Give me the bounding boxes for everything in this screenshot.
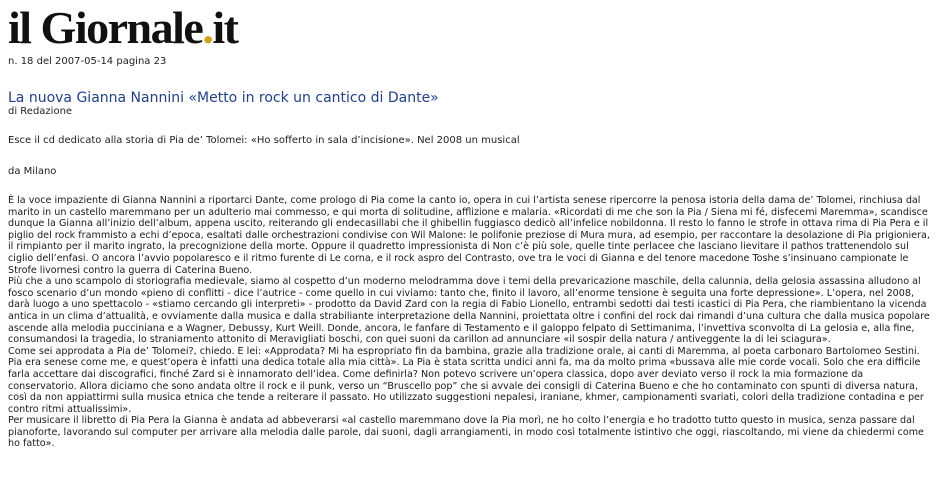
article-body bbox=[8, 195, 930, 450]
logo-suffix: it bbox=[212, 2, 238, 53]
issue-line: n. 18 del 2007-05-14 pagina 23 bbox=[8, 56, 167, 67]
article-title: La nuova Gianna Nannini «Metto in rock un cantico di Dante» bbox=[8, 90, 439, 106]
article-dateline: da Milano bbox=[8, 166, 57, 177]
newspaper-logo bbox=[8, 2, 238, 53]
article-paragraph: Come sei approdata a Pia de’ Tolomei?, chiedo. E lei: «Approdata? Mi ha espropriato fin da bambina, grazie alla tradizione orale, ai canti di Maremma, al poeta carbonaro Bartolomeo Sestini. Pia era senese come me, e quest’opera è infatti una dedica totale alla mia città». La Pia è stata scritta undici anni fa, ma da molto prima «bussava alle mie corde vocali. Solo che era difficile farla accettare dai discografici, finché Zard si è innamorato dell’idea. Come definirla? Non potevo scrivere un’opera classica, dopo aver deviato verso il rock la mia formazione da conservatorio. Allora diciamo che sono andata oltre il rock e il punk, verso un “Bruscello pop” che si avvale dei consigli di Caterina Bueno e che ho contaminato con spunti di diversa natura, così da non appiattirmi sulla musica etnica che tende a reiterare il passato. Ho utilizzato suggestioni nepalesi, iraniane, khmer, campionamenti svariati, colori della tradizione contadina e per contro ritmi attualissimi». bbox=[8, 345, 924, 415]
article-subtitle: Esce il cd dedicato alla storia di Pia de’ Tolomei: «Ho sofferto in sala d’incisione». Nel 2008 un musical bbox=[8, 135, 520, 146]
article-byline: di Redazione bbox=[8, 106, 73, 117]
logo-dot: . bbox=[202, 2, 213, 53]
article-paragraph: Più che a uno scampolo di storiografia medievale, siamo al cospetto d’un moderno melodramma dove i temi della prevaricazione maschile, della calunnia, della gelosia assassina alludono al fosco scenario d’un mondo «pieno di conflitti - dice l’autrice - come quello in cui viviamo: tanto che, finito il lavoro, all’enorme tensione è seguita una forte depressione». L’opera, nel 2008, darà luogo a uno spettacolo - «stiamo cercando gli interpreti» - prodotto da David Zard con la regia di Fabio Lionello, entrambi sedotti dai testi icastici di Pia Pera, che riambientano la vicenda antica in un clima d’attualità, e ovviamente dalla musica e dalla strabiliante interpretazione della Nannini, proiettata oltre i confini del rock dai rimandi d’una cultura che dalla musica popolare ascende alla melodia pucciniana e a Wagner, Debussy, Kurt Weill. Donde, ancora, le fanfare di Testamento e il galoppo felpato di Settimanima, l’invettiva sconvolta di La gelosia e, alla fine, consumandosi la tragedia, lo straniamento attonito di Meravigliati boschi, con quei suoni da carillon ad annunciare «il sospir della natura / antiveggente la di lei sciagura». bbox=[8, 276, 930, 346]
article-paragraph: Per musicare il libretto di Pia Pera la Gianna è andata ad abbeverarsi «al castello maremmano dove la Pia morì, ne ho colto l’energia e ho tradotto tutto questo in musica, senza passare dal pianoforte, lavorando sul computer per arrivare alla melodia dalle parole, dai suoni, dagli arrangiamenti, in modo così totalmente istintivo che oggi, riascoltando, mi viene da chiedermi come ho fatto». bbox=[8, 415, 924, 450]
article-paragraph: È la voce impaziente di Gianna Nannini a riportarci Dante, come prologo di Pia come la canto io, opera in cui l’artista senese ripercorre la penosa istoria della dama de’ Tolomei, rinchiusa dal marito in un castello maremmano per un adulterio mai commesso, e qui morta di solitudine, afflizione e malaria. «Ricordati di me che son la Pia / Siena mi fé, disfecemi Maremma», scandisce dunque la Gianna all’inizio dell’album, appena uscito, reiterando gli endecasillabi che il ghibellin fuggiasco dedicò all’infelice nobildonna. Il resto lo fanno le strofe in ottava rima di Pia Pera e il piglio del rock frammisto a echi d’epoca, esaltati dalle orchestrazioni condivise con Wil Malone: le polifonie preziose di Mura mura, ad esempio, per raccontare la desolazione di Pia prigioniera, il rimpianto per il marito ingrato, la precognizione della morte. Oppure il quadretto impressionista di Non c’è più sole, quelle tinte perlacee che lasciano lievitare il pathos trattenendolo sul ciglio dell’enfasi. O ancora l’avvio popolaresco e il ritmo furente di Le corna, e il rock aspro del Contrasto, ove tra le voci di Gianna e del tenore macedone Toshe s’insinuano campionate le Strofe livornesi contro la guerra di Caterina Bueno. bbox=[8, 195, 930, 276]
masthead bbox=[8, 0, 937, 54]
logo-main: il Giornale bbox=[8, 2, 203, 53]
